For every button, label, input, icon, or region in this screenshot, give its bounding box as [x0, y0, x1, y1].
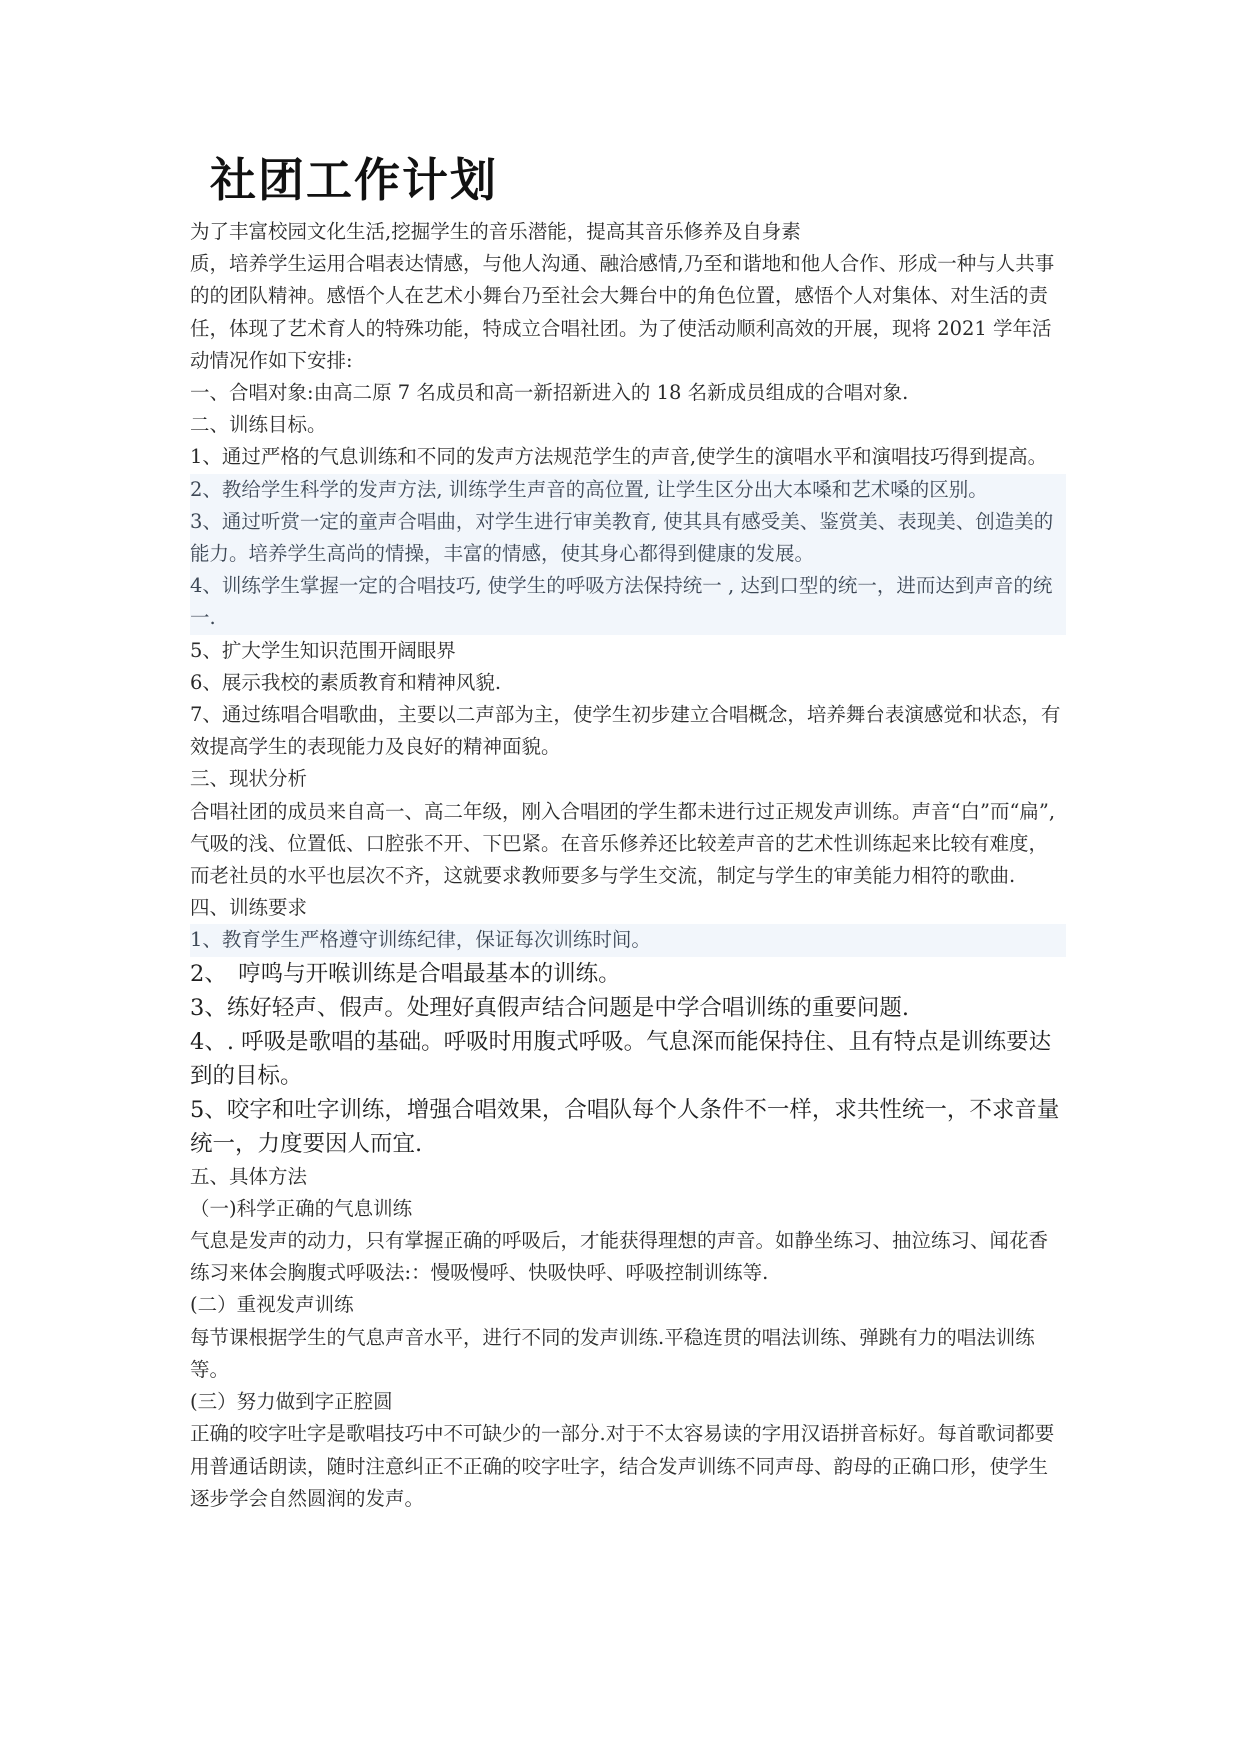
document-title: 社团工作计划	[210, 153, 498, 207]
document-body	[190, 216, 1066, 1515]
goal-item-6: 6、展示我校的素质教育和精神风貌.	[190, 670, 502, 694]
section-4-heading: 四、训练要求	[190, 896, 308, 920]
status-analysis-paragraph: 合唱社团的成员来自高一、高二年级，刚入合唱团的学生都未进行过正规发声训练。声音“白”而“扁”,气吸的浅、位置低、口腔张不开、下巴紧。在音乐修养还比较差声音的艺术性训练起来比较有难度，而老社员的水平也层次不齐，这就要求教师要多与学生交流，制定与学生的审美能力相符的歌曲.	[190, 799, 1056, 888]
requirement-item-2: 2、 哼鸣与开喉训练是合唱最基本的训练。	[190, 960, 621, 987]
goal-item-5: 5、扩大学生知识范围开阔眼界	[190, 638, 456, 662]
section-3-heading: 三、现状分析	[190, 767, 308, 791]
method-1-paragraph: 气息是发声的动力，只有掌握正确的呼吸后，才能获得理想的声音。如静坐练习、抽泣练习、闻花香练习来体会胸腹式呼吸法:：慢吸慢呼、快吸快呼、呼吸控制训练等.	[190, 1229, 1049, 1285]
method-3-paragraph: 正确的咬字吐字是歌唱技巧中不可缺少的一部分.对于不太容易读的字用汉语拼音标好。每首歌词都要用普通话朗读，随时注意纠正不正确的咬字吐字，结合发声训练不同声母、韵母的正确口形，使学生逐步学会自然圆润的发声。	[190, 1422, 1055, 1510]
section-5-heading: 五、具体方法	[190, 1164, 308, 1188]
intro-paragraph: 质，培养学生运用合唱表达情感，与他人沟通、融洽感情,乃至和谐地和他人合作、形成一种与人共事的的团队精神。感悟个人在艺术小舞台乃至社会大舞台中的角色位置，感悟个人对集体、对生活的责任，体现了艺术育人的特殊功能，特成立合唱社团。为了使活动顺利高效的开展，现将 2021 学年活动情况作如下安排:	[190, 252, 1055, 372]
intro-line-1: 为了丰富校园文化生活,挖掘学生的音乐潜能，提高其音乐修养及自身素	[190, 220, 801, 243]
requirement-item-3: 3、练好轻声、假声。处理好真假声结合问题是中学合唱训练的重要问题.	[190, 994, 909, 1021]
goal-item-3: 3、通过听赏一定的童声合唱曲，对学生进行审美教育, 使其具有感受美、鉴赏美、表现美、创造美的能力。培养学生高尚的情操，丰富的情感，使其身心都得到健康的发展。	[190, 506, 1066, 570]
section-1-target: 一、合唱对象:由高二原 7 名成员和高一新招新进入的 18 名新成员组成的合唱对象.	[190, 381, 909, 405]
requirement-item-4: 4、. 呼吸是歌唱的基础。呼吸时用腹式呼吸。气息深而能保持住、且有特点是训练要达到的目标。	[190, 1028, 1052, 1089]
method-2-heading: (二）重视发声训练	[190, 1293, 354, 1317]
goal-item-4: 4、训练学生掌握一定的合唱技巧, 使学生的呼吸方法保持统一 , 达到口型的统一，进而达到声音的统一.	[190, 570, 1066, 634]
goal-item-1: 1、通过严格的气息训练和不同的发声方法规范学生的声音,使学生的演唱水平和演唱技巧得到提高。	[190, 445, 1048, 469]
section-2-heading: 二、训练目标。	[190, 413, 327, 437]
goal-item-7: 7、通过练唱合唱歌曲，主要以二声部为主，使学生初步建立合唱概念，培养舞台表演感觉和状态，有效提高学生的表现能力及良好的精神面貌。	[190, 703, 1061, 759]
method-2-paragraph: 每节课根据学生的气息声音水平，进行不同的发声训练.平稳连贯的唱法训练、弹跳有力的唱法训练等。	[190, 1325, 1035, 1381]
goal-item-2: 2、教给学生科学的发声方法, 训练学生声音的高位置, 让学生区分出大本嗓和艺术嗓的区别。	[190, 474, 1066, 506]
requirement-item-1: 1、教育学生严格遵守训练纪律，保证每次训练时间。	[190, 924, 1066, 956]
method-1-heading: （一)科学正确的气息训练	[190, 1196, 413, 1220]
requirement-item-5: 5、咬字和吐字训练，增强合唱效果，合唱队每个人条件不一样，求共性统一，不求音量统一，力度要因人而宜.	[190, 1096, 1060, 1157]
method-3-heading: (三）努力做到字正腔圆	[190, 1390, 393, 1414]
